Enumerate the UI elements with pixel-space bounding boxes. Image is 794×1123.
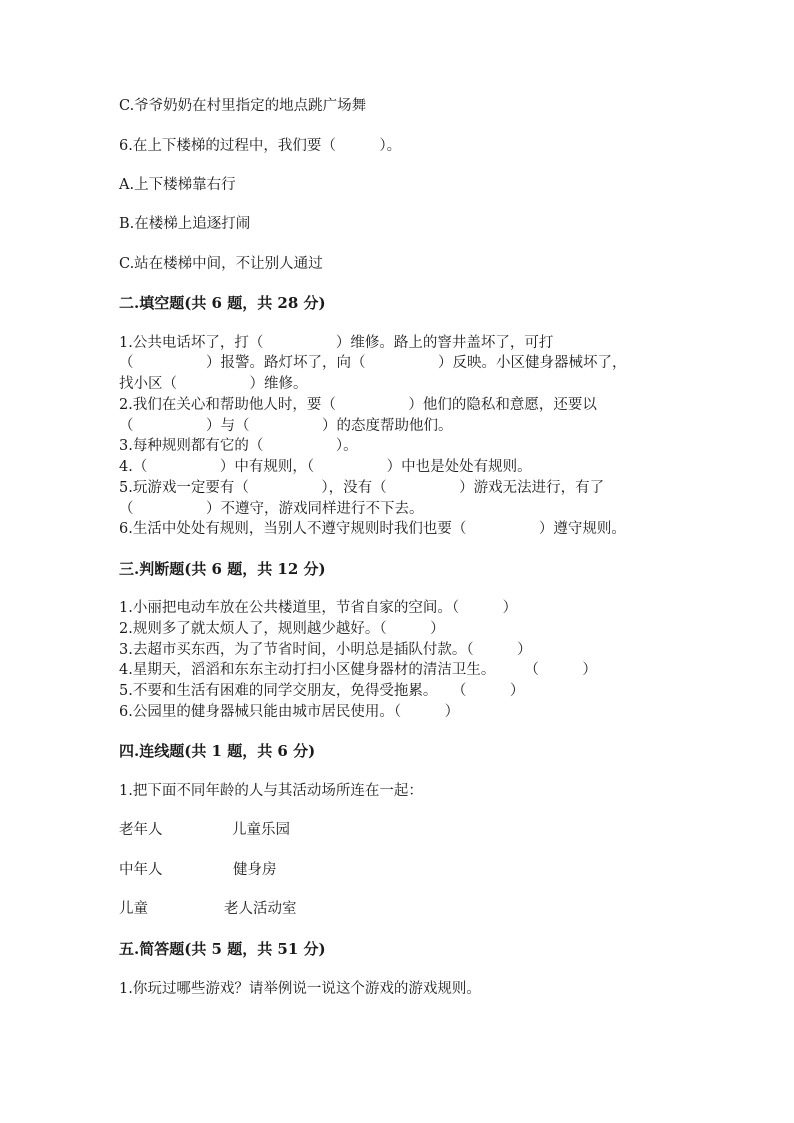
option-q5-c: C.爷爷奶奶在村里指定的地点跳广场舞	[119, 98, 367, 114]
matching-right-2: 健身房	[233, 862, 277, 878]
judge-line-2: 2.规则多了就太烦人了，规则越少越好。（ ）	[119, 621, 445, 637]
option-q6-a: A.上下楼梯靠右行	[119, 177, 236, 193]
fill-line-9: （ ）不遵守，游戏同样进行不下去。	[119, 501, 424, 517]
fill-line-6: 3.每种规则都有它的（ ）。	[119, 438, 358, 454]
fill-line-10: 6.生活中处处有规则，当别人不遵守规则时我们也要（ ）遵守规则。	[119, 521, 626, 537]
option-q6-c: C.站在楼梯中间，不让别人通过	[119, 256, 323, 272]
matching-right-1: 儿童乐园	[232, 822, 290, 838]
fill-line-7: 4.（ ）中有规则，（ ）中也是处处有规则。	[119, 459, 532, 475]
fill-line-2: （ ）报警。路灯坏了，向（ ）反映。小区健身器械坏了，	[119, 355, 627, 371]
fill-line-5: （ ）与（ ）的态度帮助他们。	[119, 418, 453, 434]
matching-left-2: 中年人	[119, 862, 163, 878]
section-4-heading: 四.连线题(共 1 题，共 6 分)	[119, 742, 316, 760]
matching-question: 1.把下面不同年龄的人与其活动场所连在一起：	[119, 783, 423, 799]
matching-left-1: 老年人	[119, 822, 163, 838]
fill-line-1: 1.公共电话坏了，打（ ）维修。路上的窨井盖坏了，可打	[119, 335, 554, 351]
fill-line-3: 找小区（ ）维修。	[119, 376, 308, 392]
option-q6-b: B.在楼梯上追逐打闹	[119, 216, 251, 232]
matching-left-3: 儿童	[119, 901, 148, 917]
matching-right-3: 老人活动室	[224, 901, 297, 917]
short-answer-question-1: 1.你玩过哪些游戏？请举例说一说这个游戏的游戏规则。	[119, 981, 481, 997]
judge-line-6: 6.公园里的健身器械只能由城市居民使用。（ ）	[119, 704, 460, 720]
judge-line-5: 5.不要和生活有困难的同学交朋友，免得受拖累。 （ ）	[119, 683, 525, 699]
fill-line-8: 5.玩游戏一定要有（ ），没有（ ）游戏无法进行，有了	[119, 480, 605, 496]
judge-line-4: 4.星期天，滔滔和东东主动打扫小区健身器材的清洁卫生。 （ ）	[119, 662, 597, 678]
section-2-heading: 二.填空题(共 6 题，共 28 分)	[119, 294, 326, 312]
section-3-heading: 三.判断题(共 6 题，共 12 分)	[119, 560, 326, 578]
section-5-heading: 五.简答题(共 5 题，共 51 分)	[119, 940, 326, 958]
judge-line-1: 1.小丽把电动车放在公共楼道里，节省自家的空间。（ ）	[119, 600, 518, 616]
judge-line-3: 3.去超市买东西，为了节省时间，小明总是插队付款。（ ）	[119, 642, 532, 658]
fill-line-4: 2.我们在关心和帮助他人时，要（ ）他们的隐私和意愿，还要以	[119, 397, 597, 413]
question-6-stem: 6.在上下楼梯的过程中，我们要（ ）。	[119, 138, 402, 154]
